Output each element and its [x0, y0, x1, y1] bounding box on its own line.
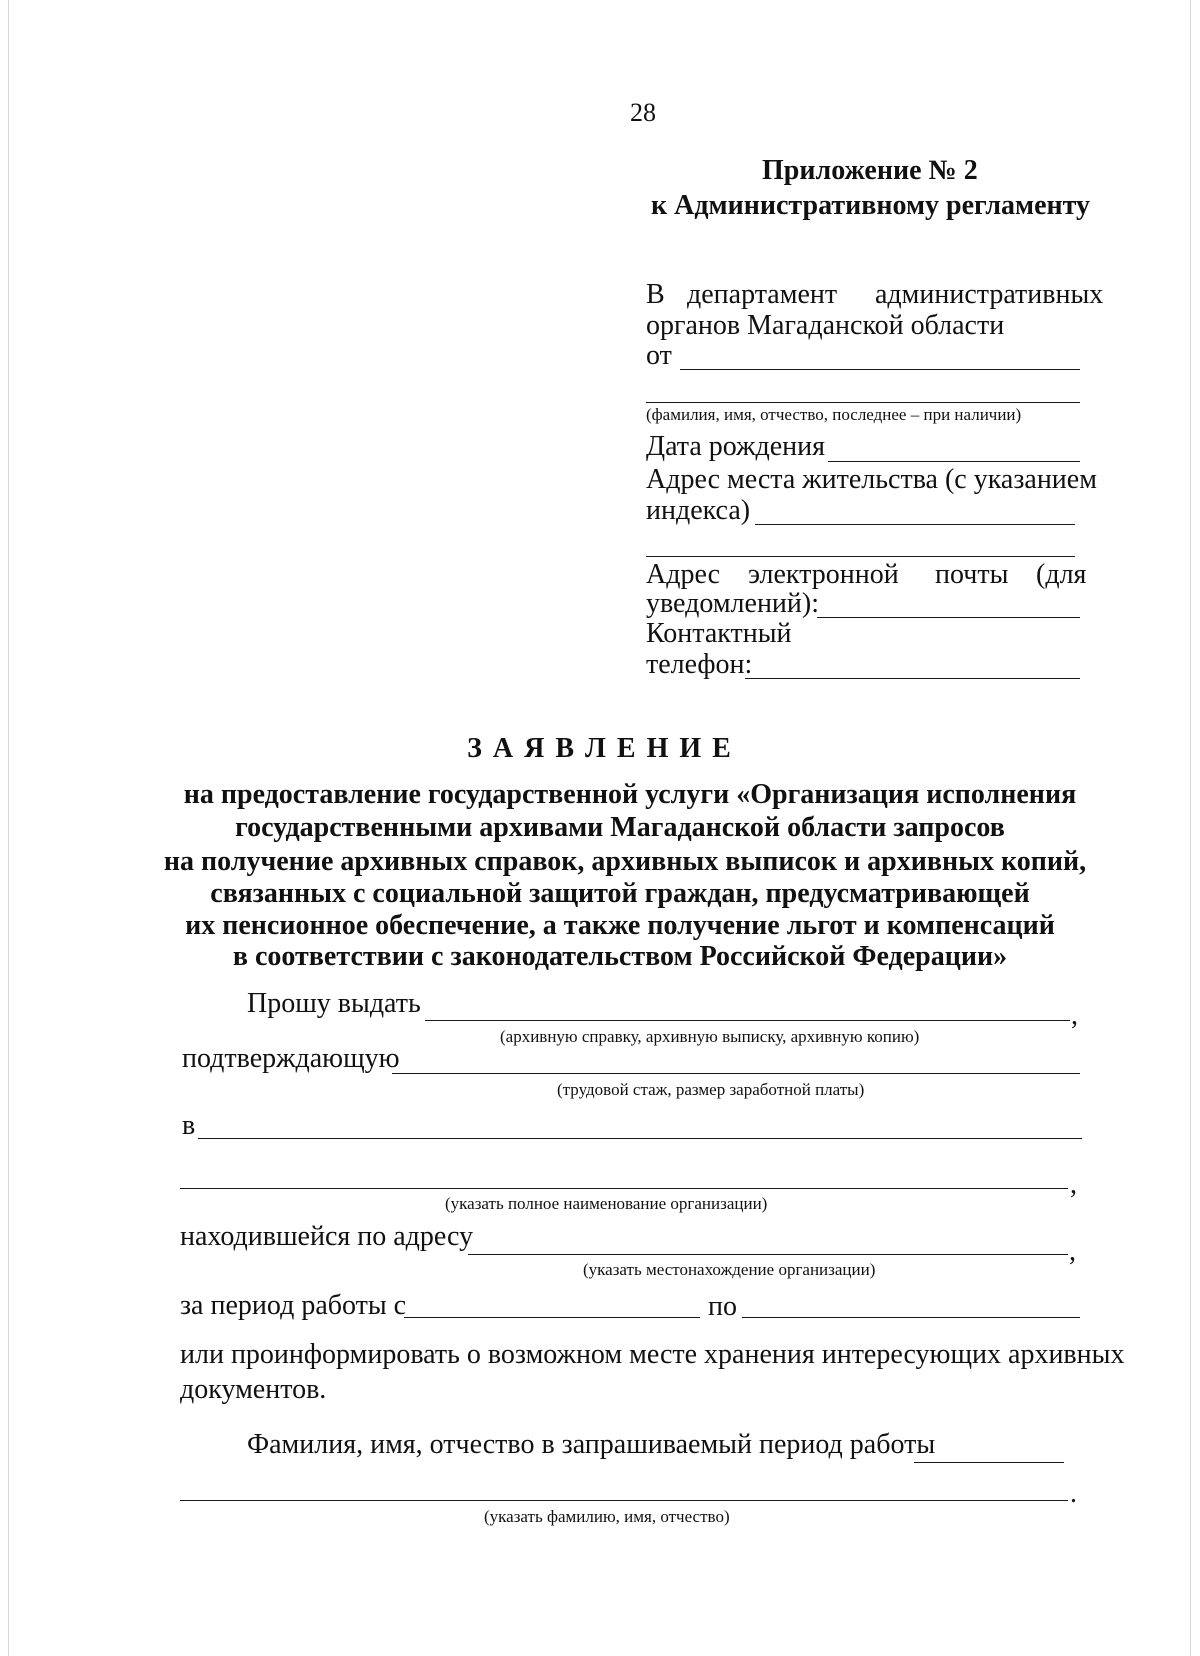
inform-text-line1: или проинформировать о возможном месте хранения интересующих архивных — [180, 1339, 1125, 1370]
statement-title: З А Я В Л Е Н И Е — [467, 733, 733, 764]
phone-field[interactable] — [745, 678, 1080, 679]
name-period-label: Фамилия, имя, отчество в запрашиваемый период работы — [247, 1429, 936, 1460]
statement-subtitle-1: на предоставление государственной услуги «Организация исполнения — [183, 779, 1077, 810]
phone-label-line1: Контактный — [646, 618, 792, 649]
org-field[interactable] — [198, 1138, 1082, 1139]
email-word-1: Адрес — [646, 559, 721, 590]
index-label: индекса) — [646, 495, 751, 526]
address-field[interactable] — [755, 524, 1075, 525]
statement-subtitle-3: на получение архивных справок, архивных выписок и архивных копий, — [163, 846, 1087, 877]
addressee-to-line2: органов Магаданской области — [646, 310, 1005, 341]
statement-subtitle-2: государственными архивами Магаданской области запросов — [235, 812, 1005, 843]
birth-date-field[interactable] — [828, 461, 1080, 462]
statement-subtitle-5: их пенсионное обеспечение, а также получение льгот и компенсаций — [185, 910, 1055, 941]
org-comma: , — [1070, 1169, 1077, 1200]
in-label: в — [182, 1110, 196, 1141]
period-from-field[interactable] — [404, 1317, 700, 1318]
statement-subtitle-4: связанных с социальной защитой граждан, предусматривающей — [210, 878, 1030, 909]
confirm-label: подтверждающую — [182, 1043, 400, 1074]
name-period-caption: (указать фамилию, имя, отчество) — [484, 1507, 730, 1526]
address-field-2[interactable] — [646, 556, 1075, 557]
located-field[interactable] — [468, 1254, 1068, 1255]
name-period-dot: . — [1070, 1478, 1077, 1509]
email-word-2: электронной — [748, 559, 899, 590]
email-field[interactable] — [817, 617, 1080, 618]
request-label: Прошу выдать — [247, 988, 421, 1019]
name-period-field[interactable] — [914, 1462, 1064, 1463]
address-label: Адрес места жительства (с указанием — [646, 464, 1097, 495]
located-caption: (указать местонахождение организации) — [583, 1260, 876, 1279]
confirm-field[interactable] — [392, 1073, 1080, 1074]
statement-subtitle-6: в соответствии с законодательством Российской Федерации» — [232, 941, 1008, 972]
birth-label: Дата рождения — [646, 431, 825, 462]
period-to-field[interactable] — [742, 1317, 1080, 1318]
confirm-caption: (трудовой стаж, размер заработной платы) — [557, 1080, 865, 1099]
located-label: находившейся по адресу — [180, 1221, 474, 1252]
addressee-to-word: В — [646, 279, 665, 310]
appendix-title: Приложение № 2 — [762, 155, 978, 186]
org-field-2[interactable] — [180, 1188, 1068, 1189]
email-word-3: почты — [935, 559, 1009, 590]
period-from-label: за период работы с — [180, 1290, 407, 1321]
email-word-4: (для — [1036, 559, 1087, 590]
from-name-field[interactable] — [680, 369, 1080, 370]
addressee-to-admin: административных — [875, 279, 1104, 310]
request-caption: (архивную справку, архивную выписку, архивную копию) — [500, 1027, 920, 1046]
request-field[interactable] — [425, 1020, 1070, 1021]
org-caption: (указать полное наименование организации) — [445, 1194, 768, 1213]
from-name-field-2[interactable] — [646, 402, 1080, 403]
appendix-subtitle: к Административному регламенту — [651, 190, 1091, 221]
email-label-line2: уведомлений): — [646, 588, 820, 619]
from-label: от — [646, 340, 672, 371]
page-number: 28 — [630, 98, 656, 127]
phone-label-line2: телефон: — [646, 649, 753, 680]
name-period-field-2[interactable] — [180, 1500, 1068, 1501]
inform-text-line2: документов. — [180, 1374, 327, 1405]
name-caption: (фамилия, имя, отчество, последнее – при наличии) — [646, 405, 1022, 424]
request-comma: , — [1071, 1000, 1078, 1031]
period-to-label: по — [708, 1291, 737, 1322]
addressee-to-dept: департамент — [687, 279, 838, 310]
located-comma: , — [1069, 1236, 1076, 1267]
